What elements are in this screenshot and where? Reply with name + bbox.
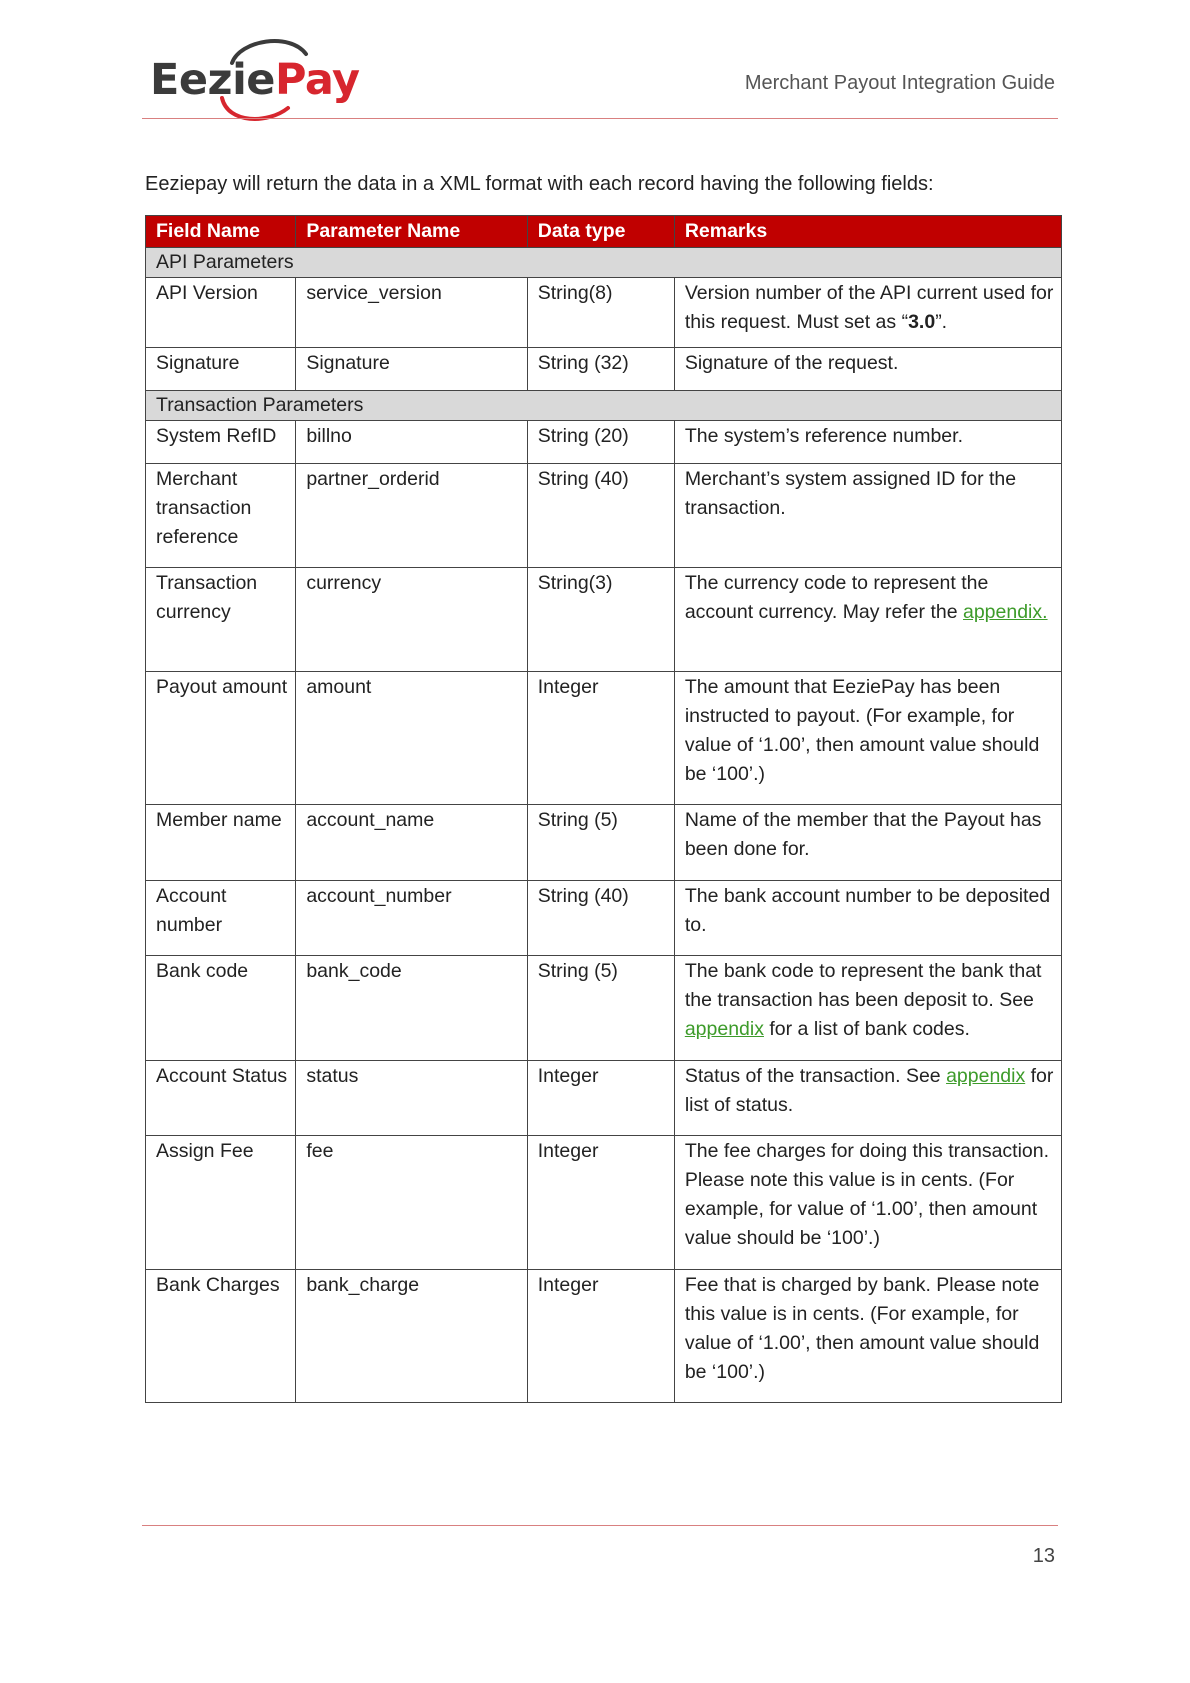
data-type-cell: String (20)	[527, 421, 674, 464]
remarks-text: Status of the transaction. See	[684, 1065, 947, 1087]
remarks-text: for list of status.	[684, 1065, 1054, 1116]
remarks-cell: Merchant’s system assigned ID for the transaction.	[674, 464, 1061, 568]
data-type-cell: String (40)	[527, 464, 674, 568]
remarks-bold-value: 3.0	[908, 311, 936, 333]
parameter-name-cell: account_number	[296, 881, 527, 956]
logo-swoosh-icon	[210, 28, 330, 123]
header-divider	[142, 118, 1058, 119]
appendix-link[interactable]: appendix	[946, 1065, 1026, 1087]
table-header-row	[146, 216, 1062, 248]
field-name-cell: Member name	[146, 805, 296, 881]
field-name-cell: Bank code	[146, 956, 296, 1061]
parameter-name-cell: currency	[296, 568, 527, 672]
data-type-cell: Integer	[527, 1136, 674, 1270]
parameter-name-cell: service_version	[296, 278, 527, 348]
remarks-text: The bank code to represent the bank that the transaction has been deposit to. See	[684, 960, 1042, 1011]
data-type-cell: String (5)	[527, 956, 674, 1061]
footer-divider	[142, 1525, 1058, 1526]
field-name-cell: Bank Charges	[146, 1270, 296, 1403]
page-number: 13	[1032, 1545, 1055, 1567]
remarks-cell	[674, 568, 1061, 672]
field-name-cell: System RefID	[146, 421, 296, 464]
remarks-cell: The fee charges for doing this transaction. Please note this value is in cents. (For example, for value of ‘1.00’, then amount value should be ‘100’.)	[674, 1136, 1061, 1270]
parameter-name-cell: fee	[296, 1136, 527, 1270]
remarks-cell	[674, 1061, 1061, 1136]
table-row	[146, 881, 1062, 956]
parameter-name-cell: billno	[296, 421, 527, 464]
table-row	[146, 956, 1062, 1061]
parameter-name-cell: status	[296, 1061, 527, 1136]
remarks-cell: Signature of the request.	[674, 348, 1061, 391]
table-row	[146, 348, 1062, 391]
remarks-text: The currency code to represent the account currency. May refer the	[684, 572, 989, 623]
section-label: API Parameters	[146, 248, 1062, 278]
column-header-data-type: Data type	[527, 216, 674, 248]
remarks-cell: Fee that is charged by bank. Please note this value is in cents. (For example, for value of ‘1.00’, then amount value should be ‘100’.)	[674, 1270, 1061, 1403]
data-type-cell: String(3)	[527, 568, 674, 672]
remarks-cell	[674, 278, 1061, 348]
field-name-cell: Transaction currency	[146, 568, 296, 672]
data-type-cell: String (32)	[527, 348, 674, 391]
parameter-name-cell: partner_orderid	[296, 464, 527, 568]
parameter-name-cell: account_name	[296, 805, 527, 881]
parameter-name-cell: amount	[296, 672, 527, 805]
data-type-cell: Integer	[527, 1270, 674, 1403]
data-type-cell: Integer	[527, 1061, 674, 1136]
intro-text: Eeziepay will return the data in a XML format with each record having the following fields:	[145, 173, 934, 195]
section-label: Transaction Parameters	[146, 391, 1062, 421]
eeziepay-logo	[150, 50, 360, 110]
parameter-name-cell: Signature	[296, 348, 527, 391]
field-name-cell: Merchant transaction reference	[146, 464, 296, 568]
document-title: Merchant Payout Integration Guide	[744, 72, 1055, 94]
column-header-remarks: Remarks	[674, 216, 1061, 248]
column-header-parameter-name: Parameter Name	[296, 216, 527, 248]
field-name-cell: Assign Fee	[146, 1136, 296, 1270]
data-type-cell: String (40)	[527, 881, 674, 956]
table-row	[146, 421, 1062, 464]
field-name-cell: API Version	[146, 278, 296, 348]
field-name-cell: Account number	[146, 881, 296, 956]
field-name-cell: Signature	[146, 348, 296, 391]
logo-text-eezie: Eezie	[150, 55, 275, 105]
parameter-name-cell: bank_code	[296, 956, 527, 1061]
remarks-text: ”.	[935, 311, 948, 333]
data-type-cell: String (5)	[527, 805, 674, 881]
table-row	[146, 464, 1062, 568]
table-row	[146, 1061, 1062, 1136]
table-row	[146, 568, 1062, 672]
appendix-link[interactable]: appendix.	[962, 601, 1048, 623]
remarks-text: Version number of the API current used for this request. Must set as “	[684, 282, 1054, 333]
data-type-cell: String(8)	[527, 278, 674, 348]
column-header-field-name: Field Name	[146, 216, 296, 248]
table-row	[146, 278, 1062, 348]
table-row	[146, 1270, 1062, 1403]
field-name-cell: Account Status	[146, 1061, 296, 1136]
table-row	[146, 805, 1062, 881]
remarks-cell: Name of the member that the Payout has been done for.	[674, 805, 1061, 881]
table-row	[146, 672, 1062, 805]
section-row-api	[146, 248, 1062, 278]
table-row	[146, 1136, 1062, 1270]
remarks-text: for a list of bank codes.	[763, 1018, 970, 1040]
remarks-cell: The amount that EeziePay has been instructed to payout. (For example, for value of ‘1.00’, then amount value should be ‘100’.)	[674, 672, 1061, 805]
remarks-cell	[674, 956, 1061, 1061]
logo-text-pay: Pay	[274, 55, 360, 105]
appendix-link[interactable]: appendix	[684, 1018, 764, 1040]
remarks-cell: The system’s reference number.	[674, 421, 1061, 464]
parameter-name-cell: bank_charge	[296, 1270, 527, 1403]
remarks-cell: The bank account number to be deposited to.	[674, 881, 1061, 956]
fields-table	[145, 215, 1062, 1403]
section-row-transaction	[146, 391, 1062, 421]
data-type-cell: Integer	[527, 672, 674, 805]
field-name-cell: Payout amount	[146, 672, 296, 805]
